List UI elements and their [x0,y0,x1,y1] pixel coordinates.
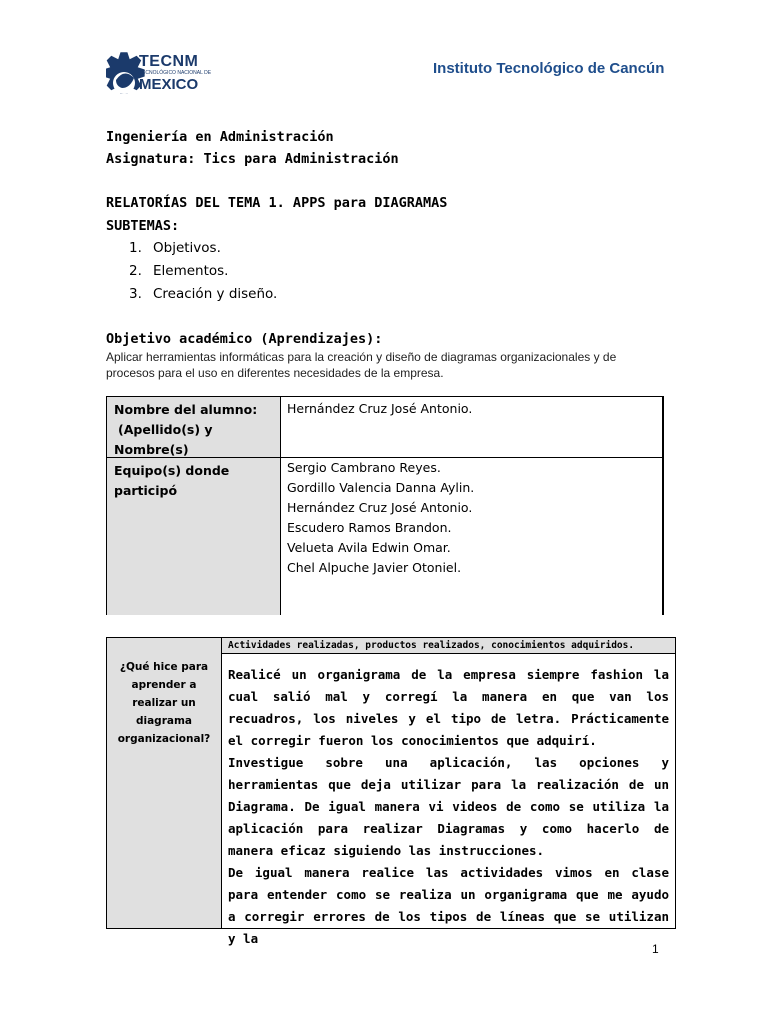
team-member: Escudero Ramos Brandon. [287,520,452,535]
subtopic-number: 3. [129,286,142,302]
institute-name: Instituto Tecnológico de Cancún [433,60,665,77]
activity-table [106,637,676,946]
label-line: Nombre(s) [114,442,189,457]
objective-text [106,349,666,381]
activity-header: Actividades realizadas, productos realizados, conocimientos adquiridos. [222,638,675,654]
subtopic-number: 1. [129,240,142,256]
page-number: 1 [652,942,659,956]
question-line: diagrama [135,715,192,727]
question-line: ¿Qué hice para [119,661,209,673]
team-member: Sergio Cambrano Reyes. [287,460,441,475]
table-right-border [662,397,663,615]
team-members-list [287,458,474,578]
team-member: Hernández Cruz José Antonio. [287,500,473,515]
logo-wordmark [139,54,211,92]
team-member: Gordillo Valencia Danna Aylin. [287,480,475,495]
objective-line: Aplicar herramientas informáticas para la creación y diseño de diagramas organizacionales y de [106,350,617,364]
subtopic-item [129,240,221,256]
logo-secondary-text: TECNOLÓGICO NACIONAL DE [139,70,212,76]
team-member: Velueta Avila Edwin Omar. [287,540,451,555]
activity-paragraph: Realicé un organigrama de la empresa siempre fashion la cual salió mal y corregí la manera en que van los recuadros, los niveles y el tipo de letra. Prácticamente el corregir fueron los conocimientos que adquirí. [228,667,669,748]
objective-heading: Objetivo académico (Aprendizajes): [106,331,383,347]
subtopic-text: Elementos. [153,263,229,279]
subject-title: Asignatura: Tics para Administración [106,151,399,167]
team-member: Chel Alpuche Javier Otoniel. [287,560,462,575]
logo-primary-text: TECNM [139,53,199,70]
student-name-value: Hernández Cruz José Antonio. [287,401,473,416]
activity-paragraph: De igual manera realice las actividades vimos en clase para entender como se realiza un organigrama que me ayudo a corregir errores de los tipos de líneas que se utilizan y la [228,865,669,946]
activity-body [228,664,669,950]
objective-line: procesos para el uso en diferentes necesidades de la empresa. [106,366,444,380]
subtopics-label: SUBTEMAS: [106,218,180,234]
subtopic-item [129,263,228,279]
logo-country-text: MEXICO [139,76,199,93]
subtopic-text: Objetivos. [153,240,221,256]
label-line: Equipo(s) donde [114,463,230,478]
topic-title: RELATORÍAS DEL TEMA 1. APPS para DIAGRAMAS [106,195,448,211]
team-label-cell [107,458,281,615]
label-line: participó [114,483,178,498]
career-title: Ingeniería en Administración [106,129,334,145]
student-info-table [106,396,664,615]
question-line: organizacional? [117,733,211,745]
question-cell [107,638,222,928]
question-line: realizar un [132,697,196,709]
label-line: (Apellido(s) y [118,422,213,437]
subtopic-text: Creación y diseño. [153,286,278,302]
question-line: aprender a [131,679,197,691]
subtopic-item [129,286,277,302]
activity-paragraph: Investigue sobre una aplicación, las opciones y herramientas que deja utilizar para la realización de un Diagrama. De igual manera vi videos de como se utiliza la aplicación para realizar Diagramas y como hacerlo de manera eficaz siguiendo las instrucciones. [228,755,669,858]
label-line: Nombre del alumno: [114,402,258,417]
student-name-label-cell [107,397,281,457]
subtopic-number: 2. [129,263,142,279]
